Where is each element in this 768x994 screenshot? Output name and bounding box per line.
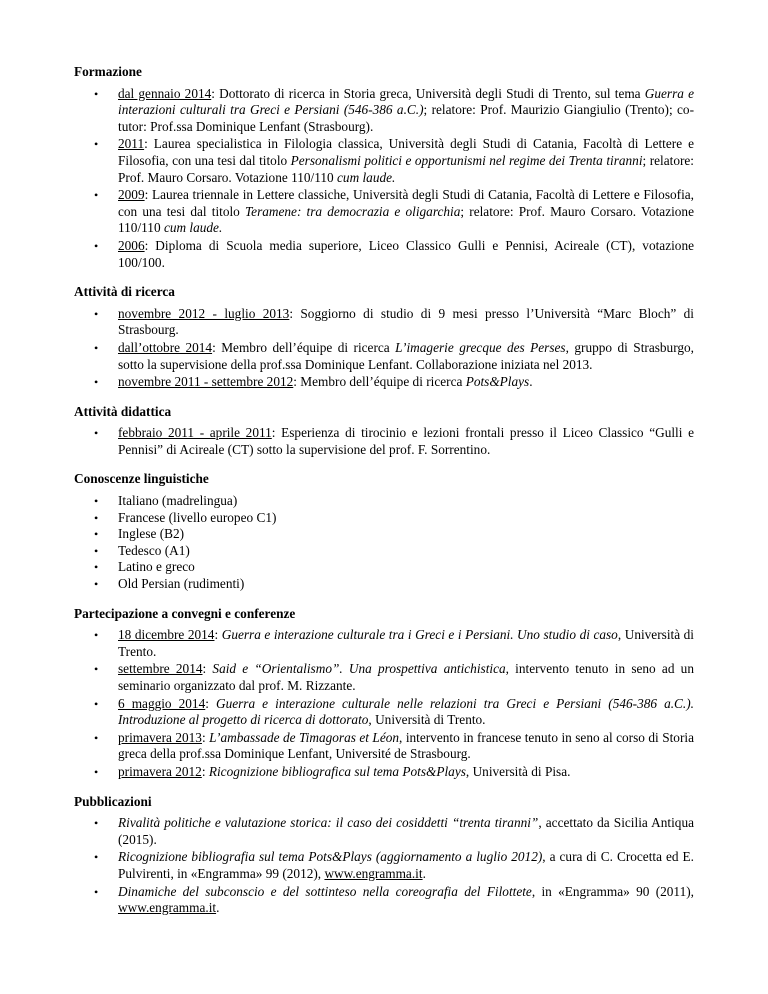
item-text: ; relatore: Prof. Mauro Corsaro. Votazione 110/110 (118, 152, 694, 185)
item-text: : (205, 695, 216, 711)
item-text: , gruppo di Strasburgo, sotto la supervisione della prof.ssa Dominique Lenfant. Collaborazione iniziata nel 2013. (118, 339, 695, 372)
section-heading: Partecipazione a convegni e conferenze (74, 605, 296, 621)
item-date: 2009 (118, 187, 145, 203)
bullet-icon: • (94, 884, 99, 899)
section-heading: Pubblicazioni (74, 793, 152, 809)
bullet-icon: • (94, 577, 99, 592)
list-item (74, 815, 694, 848)
item-date: primavera 2013 (118, 729, 202, 745)
section (74, 794, 694, 917)
item-title: Guerra e interazione culturale tra i Greci e i Persiani. Uno studio di caso (221, 627, 618, 643)
bullet-icon: • (94, 560, 99, 575)
item-date: settembre 2014 (118, 661, 203, 677)
item-text: Italiano (madrelingua) (118, 493, 238, 509)
item-date: novembre 2011 - settembre 2012 (118, 374, 294, 390)
section-heading: Conoscenze linguistiche (74, 471, 209, 487)
item-date: primavera 2012 (118, 763, 202, 779)
item-title: Dinamiche del subconscio e del sottinteso nella coreografia del Filottete (118, 883, 532, 899)
item-text: . (422, 865, 426, 881)
bullet-icon: • (94, 730, 99, 745)
item-text: : Dottorato di ricerca in Storia greca, Università degli Studi di Trento, sul tema (211, 85, 645, 101)
bullet-icon: • (94, 86, 99, 101)
list-item (74, 627, 694, 660)
item-text: , Università di Pisa. (465, 763, 571, 779)
item-text: Tedesco (A1) (118, 542, 190, 558)
item-title: Guerra e interazione culturale nelle relazioni tra Greci e Persiani (546-386 a.C.). Introduzione al progetto di ricerca di dottorato (118, 695, 694, 728)
item-text: Inglese (B2) (118, 526, 185, 542)
item-text: : Esperienza di tirocinio e lezioni frontali presso il Liceo Classico “Gulli e Pennisi” di Acireale (CT) sotto la supervisione del prof. F. Sorrentino. (118, 425, 694, 457)
item-text: : Soggiorno di studio di 9 mesi presso l’Università “Marc Bloch” di Strasbourg. (118, 305, 694, 338)
bullet-icon: • (94, 628, 99, 643)
item-text: : (201, 763, 209, 779)
list-item (74, 764, 694, 781)
item-text: . (529, 374, 533, 390)
item-text: : (202, 661, 213, 677)
list-item (74, 884, 694, 917)
list-item (74, 559, 694, 576)
list-item (74, 306, 694, 339)
item-text: , intervento tenuto in seno ad un seminario organizzato dal prof. M. Rizzante. (118, 661, 694, 693)
bullet-icon: • (94, 510, 99, 525)
bullet-icon: • (94, 238, 99, 253)
bullet-icon: • (94, 188, 99, 203)
item-list (74, 306, 694, 391)
list-item (74, 425, 694, 458)
list-item (74, 510, 694, 527)
item-text: : Membro dell’équipe di ricerca (212, 339, 396, 355)
item-date: 2006 (118, 237, 145, 253)
section-heading: Attività di ricerca (74, 284, 175, 300)
item-text: ; relatore: Prof. Maurizio Giangiulio (Trento); co-tutor: Prof.ssa Dominique Lenfant (Strasbourg). (118, 102, 695, 134)
item-date: 6 maggio 2014 (118, 695, 206, 711)
bullet-icon: • (94, 764, 99, 779)
item-list (74, 493, 694, 593)
bullet-icon: • (94, 306, 99, 321)
bullet-icon: • (94, 543, 99, 558)
item-date: 2011 (118, 136, 145, 152)
item-title: L’imagerie grecque des Perses (395, 339, 566, 355)
item-list (74, 627, 694, 780)
list-item (74, 136, 694, 186)
section (74, 284, 694, 391)
item-text: , Università di Trento. (368, 712, 486, 728)
item-title: Teramene: tra democrazia e oligarchia (245, 203, 461, 219)
item-title: Ricognizione bibliografica sul tema Pots&Plays (208, 763, 466, 779)
item-text: : Laurea specialistica in Filologia classica, Università degli Studi di Catania, Facoltà di Lettere e Filosofia, con una tesi dal titolo (118, 136, 694, 168)
bullet-icon: • (94, 850, 99, 865)
list-item (74, 493, 694, 510)
section-heading: Formazione (74, 64, 142, 79)
item-date: novembre 2012 - luglio 2013 (118, 305, 290, 321)
list-item (74, 730, 694, 763)
item-list (74, 425, 694, 458)
item-date: febbraio 2011 - aprile 2011 (118, 425, 272, 441)
item-text: , Università di Trento. (118, 627, 694, 659)
list-item (74, 374, 694, 391)
item-date: dal gennaio 2014 (118, 85, 212, 101)
item-text: . (216, 900, 220, 916)
item-title: cum laude. (337, 169, 396, 185)
item-text: : Membro dell’équipe di ricerca (293, 374, 466, 390)
item-text: , in «Engramma» 90 (2011), (531, 883, 694, 899)
item-text: , accettato da Sicilia Antiqua (2015). (118, 815, 695, 847)
item-list (74, 86, 694, 272)
list-item (74, 576, 694, 593)
bullet-icon: • (94, 137, 99, 152)
item-date: 18 dicembre 2014 (118, 627, 215, 643)
list-item (74, 849, 694, 882)
item-text: Latino e greco (118, 559, 195, 575)
item-title: Said e “Orientalismo”. Una prospettiva antichistica (212, 661, 506, 677)
section (74, 64, 694, 271)
section (74, 404, 694, 459)
bullet-icon: • (94, 375, 99, 390)
section (74, 471, 694, 592)
section-heading: Attività didattica (74, 403, 172, 419)
list-item (74, 340, 694, 373)
item-text: : (201, 729, 210, 745)
item-text: Francese (livello europeo C1) (118, 509, 277, 525)
item-title: L’ambassade de Timagoras et Léon (209, 729, 400, 745)
list-item (74, 526, 694, 543)
item-title: Ricognizione bibliografia sul tema Pots&Plays (aggiornamento a luglio 2012) (118, 849, 543, 865)
item-text: : Diploma di Scuola media superiore, Liceo Classico Gulli e Pennisi, Acireale (CT), votazione 100/100. (118, 237, 694, 270)
bullet-icon: • (94, 426, 99, 441)
item-text: , a cura di C. Crocetta ed E. Pulvirenti, in «Engramma» 99 (2012), (118, 849, 694, 881)
section (74, 606, 694, 781)
bullet-icon: • (94, 494, 99, 509)
item-date: dall’ottobre 2014 (118, 339, 213, 355)
bullet-icon: • (94, 340, 99, 355)
item-title: cum laude. (163, 220, 223, 236)
item-text: , intervento in francese tenuto in seno al corso di Storia greca della prof.ssa Dominique Lenfant, Université de Strasbourg. (118, 729, 694, 762)
list-item (74, 543, 694, 560)
bullet-icon: • (94, 527, 99, 542)
bullet-icon: • (94, 816, 99, 831)
list-item (74, 238, 694, 271)
item-text: ; relatore: Prof. Mauro Corsaro. Votazione 110/110 (118, 203, 694, 236)
item-text: : Laurea triennale in Lettere classiche, Università degli Studi di Catania, Facoltà di Lettere e Filosofia, con una tesi dal titolo (118, 187, 694, 219)
list-item (74, 187, 694, 237)
website-link[interactable]: www.engramma.it (118, 900, 217, 916)
list-item (74, 86, 694, 136)
website-link[interactable]: www.engramma.it (324, 865, 423, 881)
list-item (74, 661, 694, 694)
item-title: Personalismi politici e opportunismi nel regime dei Trenta tiranni (290, 152, 643, 168)
item-title: Pots&Plays (465, 374, 530, 390)
item-text: Old Persian (rudimenti) (118, 576, 245, 592)
bullet-icon: • (94, 696, 99, 711)
item-title: Guerra e interazioni culturali tra Greci e Persiani (546-386 a.C.) (118, 85, 694, 118)
bullet-icon: • (94, 662, 99, 677)
list-item (74, 696, 694, 729)
item-text: : (214, 627, 222, 643)
item-list (74, 815, 694, 917)
item-title: Rivalità politiche e valutazione storica: il caso dei cosiddetti “trenta tiranni” (118, 815, 539, 831)
